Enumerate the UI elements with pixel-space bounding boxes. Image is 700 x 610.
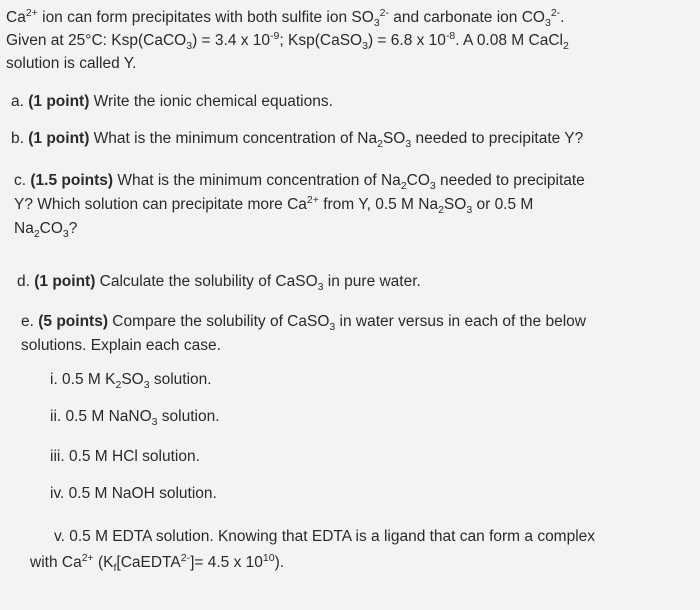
intro-line-1: $Ca^{2+}$ ion can form precipitates with both sulfite ion $SO_3^{2-}$ and carbonate ion $CO_3^{2-}$. — [6, 7, 565, 29]
question-e-line-2: solutions. Explain each case. — [21, 337, 221, 354]
question-c-line-1: c. (1.5 points) What is the minimum concentration of $Na_2CO_3$ needed to precipitate — [14, 172, 585, 192]
question-e-item-iii: iii. 0.5 M HCl solution. — [50, 448, 200, 465]
question-d: d. (1 point) Calculate the solubility of CaSO$_3$ in pure water. — [17, 273, 421, 293]
question-e-item-i: i. 0.5 M $K_2SO_3$ solution. — [50, 371, 212, 391]
question-b: b. (1 point) What is the minimum concentration of $Na_2SO_3$ needed to precipitate Y? — [11, 130, 584, 150]
question-a: a. (1 point) Write the ionic chemical equations. — [11, 93, 333, 110]
question-e-item-v-line-1: v. 0.5 M EDTA solution. Knowing that EDTA is a ligand that can form a complex — [54, 528, 596, 545]
question-e-item-iv: iv. 0.5 M NaOH solution. — [50, 485, 217, 502]
intro-line-2: Given at 25°C: Ksp(CaCO$_3$) = 3.4 x $10^{-9}$; Ksp(CaSO$_3$) = 6.8 x $10^{-8}$. A 0.08 M CaCl$_2$ — [6, 30, 569, 52]
intro-line-3: solution is called Y. — [6, 55, 137, 72]
question-c-line-3: $Na_2CO_3$? — [14, 220, 78, 240]
question-e-line-1: e. (5 points) Compare the solubility of CaSO$_3$ in water versus in each of the below — [21, 313, 586, 333]
question-e-item-v-line-2: with $Ca^{2+}$ ($K_f[CaEDTA^{2-}]= 4.5$ x $10^{10}$). — [30, 552, 285, 574]
question-c-line-2: Y? Which solution can precipitate more $Ca^{2+}$ from Y, 0.5 M $Na_2SO_3$ or 0.5 M — [14, 194, 534, 216]
question-e-item-ii: ii. 0.5 M NaNO$_3$ solution. — [50, 408, 220, 428]
